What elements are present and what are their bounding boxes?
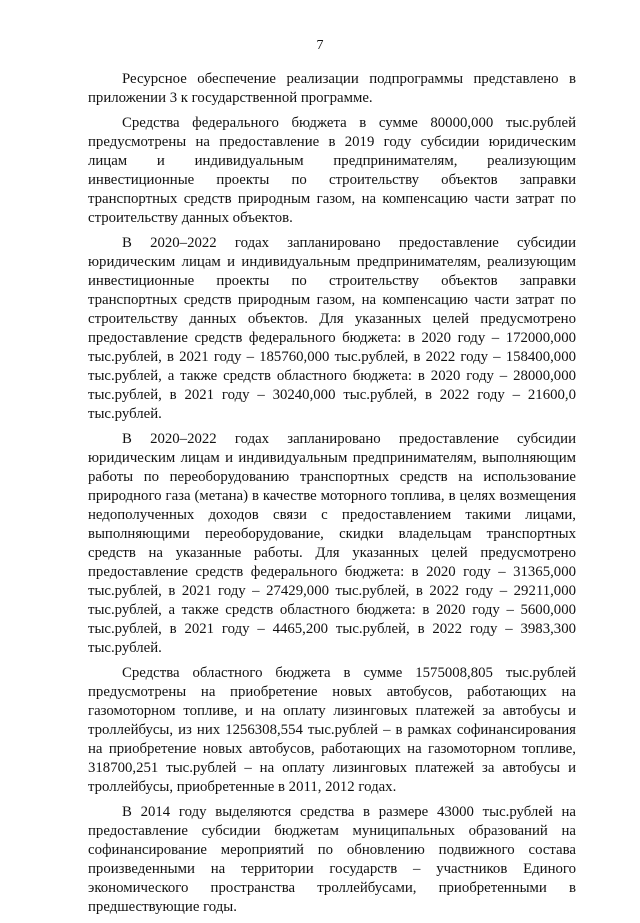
paragraph-subsidy-fueling-stations: В 2020–2022 годах запланировано предоставление субсидии юридическим лицам и индивидуальным предпринимателям, реализующим инвестиционные проекты по строительству объектов заправки транспортных средств природным газом, на компенсацию части затрат по строительству данных объектов. Для указанных целей предусмотрено предоставление средств федерального бюджета: в 2020 году – 172000,000 тыс.рублей, в 2021 году – 185760,000 тыс.рублей, в 2022 году – 158400,000 тыс.рублей, а также средств областного бюджета: в 2020 году – 28000,000 тыс.рублей, в 2021 году – 30240,000 тыс.рублей, в 2022 году – 21600,0 тыс.рублей.	[88, 235, 576, 422]
page-number: 7	[316, 38, 324, 53]
document-body	[88, 70, 576, 923]
paragraph-2014-trolleybuses: В 2014 году выделяются средства в размере 43000 тыс.рублей на предоставление субсидии бюджетам муниципальных образований на софинансирование мероприятий по обновлению подвижного состава произведенными на территории государств – участников Единого экономического пространства троллейбусами, приобретенными в предшествующие годы.	[88, 804, 576, 915]
paragraph-regional-budget-buses: Средства областного бюджета в сумме 1575008,805 тыс.рублей предусмотрены на приобретение новых автобусов, работающих на газомоторном топливе, и на оплату лизинговых платежей за автобусы и троллейбусы, из них 1256308,554 тыс.рублей – в рамках софинансирования на приобретение новых автобусов, работающих на газомоторном топливе, 318700,251 тыс.рублей – на оплату лизинговых платежей за автобусы и троллейбусы, приобретенные в 2011, 2012 годах.	[88, 665, 576, 795]
paragraph-resource-support: Ресурсное обеспечение реализации подпрограммы представлено в приложении 3 к государственной программе.	[88, 71, 576, 106]
paragraph-subsidy-conversion: В 2020–2022 годах запланировано предоставление субсидии юридическим лицам и индивидуальным предпринимателям, выполняющим работы по переоборудованию транспортных средств на использование природного газа (метана) в качестве моторного топлива, в целях возмещения недополученных доходов связи с предоставлением такими лицами, выполняющими переоборудование, скидки владельцам транспортных средств на указанные работы. Для указанных целей предусмотрено предоставление средств федерального бюджета: в 2020 году – 31365,000 тыс.рублей, в 2021 году – 27429,000 тыс.рублей, в 2022 году – 29211,000 тыс.рублей, а также средств областного бюджета: в 2020 году – 5600,000 тыс.рублей, в 2021 году – 4465,200 тыс.рублей, в 2022 году – 3983,300 тыс.рублей.	[88, 431, 576, 656]
paragraph-federal-budget-2019: Средства федерального бюджета в сумме 80000,000 тыс.рублей предусмотрены на предоставление в 2019 году субсидии юридическим лицам и индивидуальным предпринимателям, реализующим инвестиционные проекты по строительству объектов заправки транспортных средств природным газом, на компенсацию части затрат по строительству данных объектов.	[88, 115, 576, 226]
